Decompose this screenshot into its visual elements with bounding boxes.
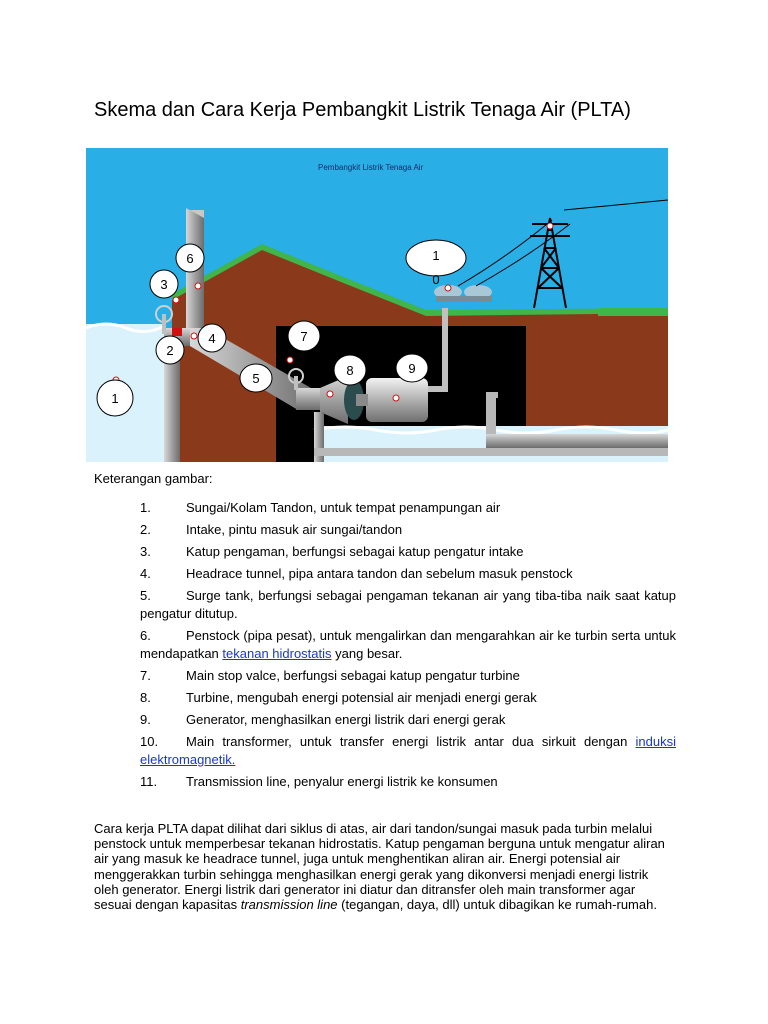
callout-1-reservoir-label: 1 [111, 391, 119, 406]
list-item: 1. Sungai/Kolam Tandon, untuk tempat penampungan air [140, 500, 501, 515]
list-item: 9. Generator, menghasilkan energi listrik dari energi gerak [140, 712, 506, 727]
list-item: 8. Turbine, mengubah energi potensial air menjadi energi gerak [140, 690, 537, 705]
callout-2-label: 2 [166, 343, 174, 358]
callout-6-label: 6 [186, 251, 194, 266]
list-item: 6. Penstock (pipa pesat), untuk mengalirkan dan mengarahkan air ke turbin serta untuk mendapatkan tekanan hidrostatis yang besar. [140, 628, 676, 661]
link-tekanan-hidrostatis[interactable]: tekanan hidrostatis [222, 646, 332, 661]
list-item: 11. Transmission line, penyalur energi listrik ke konsumen [140, 774, 498, 789]
diagram-header: Pembangkit Listrik Tenaga Air [318, 163, 424, 172]
callout-3-label: 3 [160, 277, 168, 292]
plta-diagram [86, 148, 668, 462]
callout-10-label-0: 0 [432, 272, 440, 287]
callout-10-label-1: 1 [432, 248, 440, 263]
page-title: Skema dan Cara Kerja Pembangkit Listrik Tenaga Air (PLTA) [94, 99, 631, 121]
legend-list [140, 499, 676, 795]
list-item: 4. Headrace tunnel, pipa antara tandon dan sebelum masuk penstock [140, 566, 573, 581]
callout-5-label: 5 [252, 371, 260, 386]
list-item: 3. Katup pengaman, berfungsi sebagai katup pengatur intake [140, 544, 524, 559]
list-item: 10. Main transformer, untuk transfer energi listrik antar dua sirkuit dengan induksi elektromagnetik. [140, 734, 676, 767]
caption-label: Keterangan gambar: [94, 471, 213, 486]
callout-9-label: 9 [408, 361, 416, 376]
surge-tank-pipe [186, 210, 204, 336]
callout-4-label: 4 [208, 331, 216, 346]
list-item: 7. Main stop valce, berfungsi sebagai katup pengatur turbine [140, 668, 520, 683]
explanation-paragraph: Cara kerja PLTA dapat dilihat dari siklus di atas, air dari tandon/sungai masuk pada turbin melalui penstock untuk memperbesar tekanan hidrostatis. Katup pengaman berguna untuk mengatur aliran air yang masuk ke headrace tunnel, juga untuk menghentikan aliran air. Energi potensial air menggerakkan turbin sehingga menghasilkan energi gerak yang dikonversi menjadi energi listrik oleh generator. Energi listrik dari generator ini diatur dan ditransfer oleh main transformer agar sesuai dengan kapasitas transmission line (tegangan, daya, dll) untuk dibagikan ke rumah-rumah. [94, 821, 665, 913]
list-item: 2. Intake, pintu masuk air sungai/tandon [140, 522, 403, 537]
link-induksi-elektromagnetik[interactable]: induksi elektromagnetik. [140, 734, 676, 767]
callout-7-label: 7 [300, 329, 308, 344]
callout-8-label: 8 [346, 363, 354, 378]
safety-valve [172, 328, 182, 336]
list-item: 5. Surge tank, berfungsi sebagai pengaman tekanan air yang tiba-tiba naik saat katup pengatur ditutup. [140, 588, 676, 621]
